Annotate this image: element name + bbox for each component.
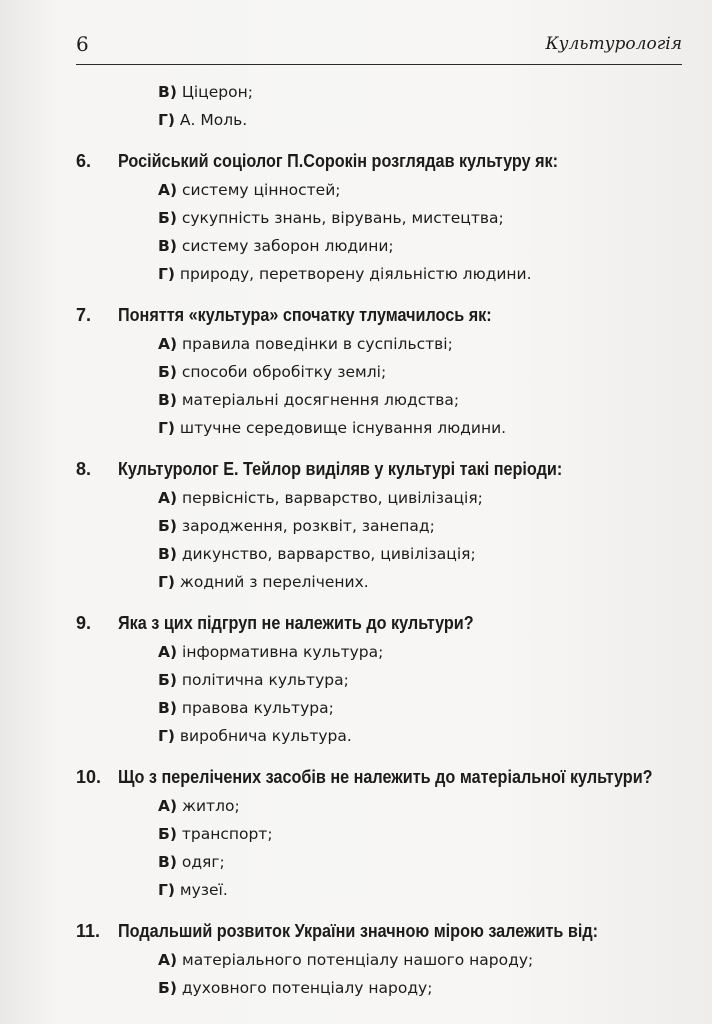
option-text: систему цінностей; [177,181,341,199]
question-heading [76,454,712,484]
question-block [0,608,712,750]
question-block [0,454,712,596]
question-block [0,146,712,288]
option-letter: В) [158,853,177,871]
answer-option [158,204,712,232]
answer-option [158,876,712,904]
option-letter: А) [158,181,178,199]
option-letter: Б) [158,671,177,689]
option-letter: Б) [158,979,177,997]
question-text: Що з перелічених засобів не належить до матеріальної культури? [118,767,653,787]
option-letter: Б) [158,363,177,381]
option-letter: Г) [158,111,175,129]
option-letter: Г) [158,419,175,437]
option-letter: Г) [158,573,175,591]
option-letter: В) [158,545,177,563]
answer-option [158,386,712,414]
question-text: Російський соціолог П.Сорокін розглядав культуру як: [118,151,559,171]
option-text: сукупність знань, вірувань, мистецтва; [176,209,504,227]
lead-options [0,78,712,134]
option-text: матеріальні досягнення людства; [176,391,460,409]
page-header [76,30,682,65]
question-block [0,916,712,1002]
test-questions [0,78,712,1002]
running-title: Культурологія [545,34,682,54]
option-letter: В) [158,83,177,101]
option-text: систему заборон людини; [176,237,394,255]
option-text: Ціцерон; [176,83,253,101]
option-letter: Г) [158,881,175,899]
question-block [0,300,712,442]
question-text: Подальший розвиток України значною мірою залежить від: [118,921,599,941]
answer-option [158,232,712,260]
option-text: житло; [177,797,240,815]
option-text: політична культура; [176,671,349,689]
question-text: Культуролог Е. Тейлор виділяв у культурі такі періоди: [118,459,563,479]
option-text: зародження, розквіт, занепад; [176,517,435,535]
question-number: 10. [76,767,102,787]
question-number: 8. [76,459,92,479]
option-letter: А) [158,951,178,969]
answer-option [158,260,712,288]
option-text: музеї. [174,881,228,899]
question-number: 11. [76,921,101,941]
answer-option [158,666,712,694]
option-letter: А) [158,643,178,661]
option-letter: Г) [158,727,175,745]
answer-option [158,946,712,974]
question-heading [76,146,712,176]
question-heading [76,608,712,638]
question-text: Поняття «культура» спочатку тлумачилось як: [118,305,492,325]
question-heading [76,916,712,946]
answer-option [158,358,712,386]
answer-option [158,540,712,568]
option-letter: В) [158,699,177,717]
option-text: матеріального потенціалу нашого народу; [177,951,534,969]
answer-option [158,848,712,876]
option-letter: Б) [158,209,177,227]
answer-option [158,484,712,512]
option-text: виробнича культура. [174,727,352,745]
answer-option [158,176,712,204]
option-text: первісність, варварство, цивілізація; [177,489,483,507]
question-heading [76,300,712,330]
option-text: способи обробітку землі; [176,363,387,381]
option-letter: Г) [158,265,175,283]
option-letter: В) [158,391,177,409]
answer-option [158,974,712,1002]
option-text: духовного потенціалу народу; [176,979,433,997]
option-text: штучне середовище існування людини. [174,419,507,437]
option-letter: А) [158,489,178,507]
question-number: 7. [76,305,92,325]
answer-option [158,330,712,358]
option-text: А. Моль. [174,111,248,129]
option-text: жодний з перелічених. [174,573,369,591]
option-text: дикунство, варварство, цивілізація; [176,545,476,563]
option-letter: А) [158,797,178,815]
option-letter: Б) [158,517,177,535]
answer-option [158,106,712,134]
answer-option [158,722,712,750]
answer-option [158,792,712,820]
answer-option [158,414,712,442]
answer-option [158,694,712,722]
question-number: 9. [76,613,92,633]
option-text: транспорт; [176,825,273,843]
question-number: 6. [76,151,92,171]
option-text: інформативна культура; [177,643,384,661]
option-text: правила поведінки в суспільстві; [177,335,453,353]
answer-option [158,78,712,106]
option-letter: Б) [158,825,177,843]
answer-option [158,638,712,666]
answer-option [158,512,712,540]
question-text: Яка з цих підгруп не належить до культури? [118,613,474,633]
option-text: правова культура; [176,699,334,717]
question-block [0,762,712,904]
answer-option [158,820,712,848]
option-text: одяг; [176,853,225,871]
option-letter: В) [158,237,177,255]
page-number: 6 [76,32,89,56]
question-heading [76,762,712,792]
answer-option [158,568,712,596]
option-letter: А) [158,335,178,353]
option-text: природу, перетворену діяльністю людини. [174,265,532,283]
